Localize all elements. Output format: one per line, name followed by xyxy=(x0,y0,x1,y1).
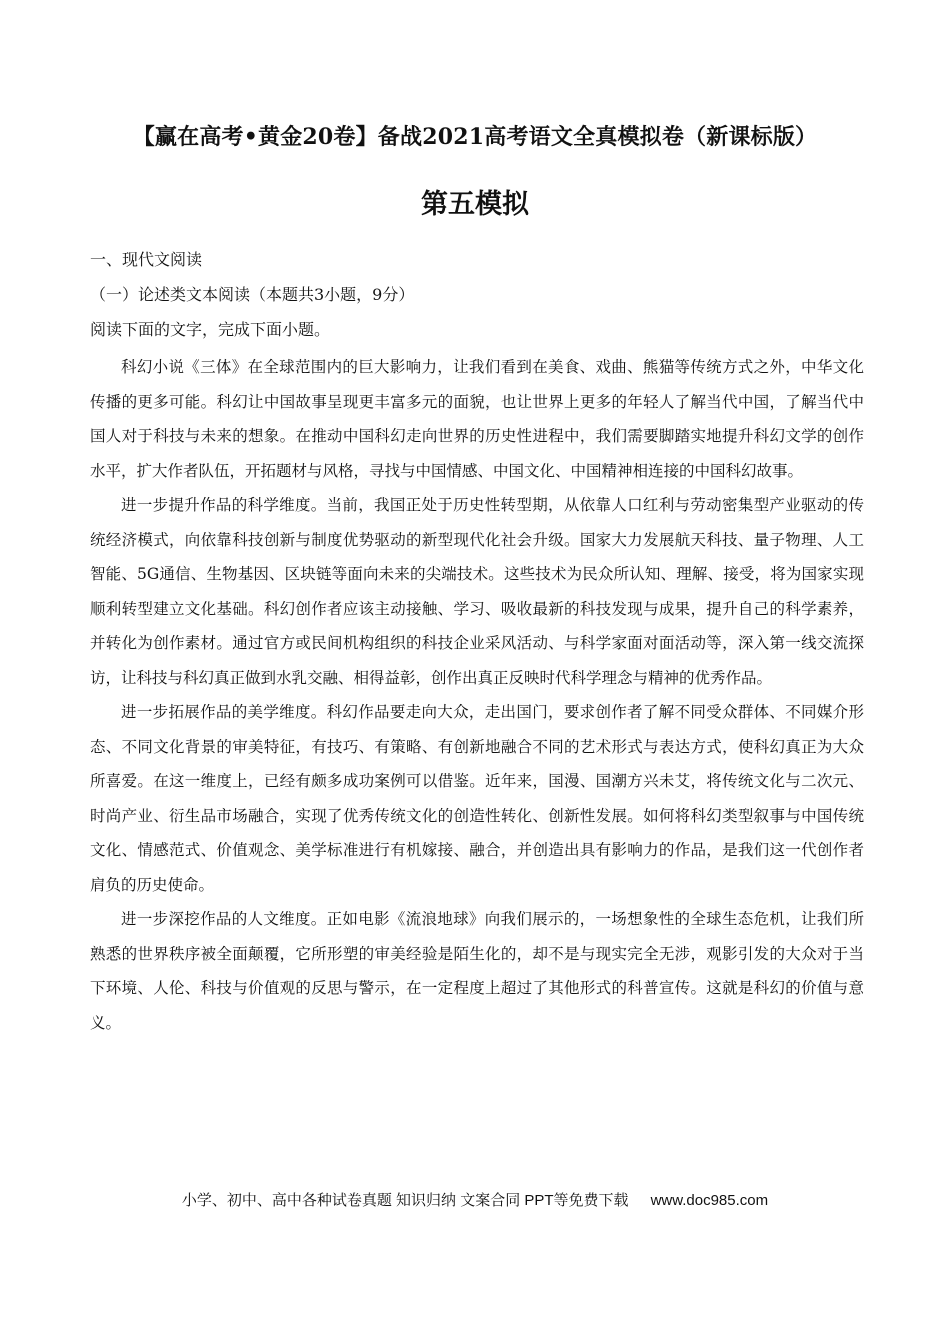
subsection-heading: （一）论述类文本阅读（本题共3小题，9分） xyxy=(90,285,415,304)
article-paragraph-4: 进一步深挖作品的人文维度。正如电影《流浪地球》向我们展示的，一场想象性的全球生态危机，让我们所熟悉的世界秩序被全面颠覆，它所形塑的审美经验是陌生化的，却不是与现实完全无涉，观影引发的大众对于当下环境、人伦、科技与价值观的反思与警示，在一定程度上超过了其他形式的科普宣传。这就是科幻的价值与意义。 xyxy=(90,910,864,1032)
article-paragraph-2: 进一步提升作品的科学维度。当前，我国正处于历史性转型期，从依靠人口红利与劳动密集型产业驱动的传统经济模式，向依靠科技创新与制度优势驱动的新型现代化社会升级。国家大力发展航天科技、量子物理、人工智能、5G通信、生物基因、区块链等面向未来的尖端技术。这些技术为民众所认知、理解、接受，将为国家实现顺利转型建立文化基础。科幻创作者应该主动接触、学习、吸收最新的科技发现与成果，提升自己的科学素养，并转化为创作素材。通过官方或民间机构组织的科技企业采风活动、与科学家面对面活动等，深入第一线交流探访，让科技与科幻真正做到水乳交融、相得益彰，创作出真正反映时代科学理念与精神的优秀作品。 xyxy=(90,496,864,687)
section-heading: 一、现代文阅读 xyxy=(90,250,203,269)
document-title: 【赢在高考•黄金20卷】备战2021高考语文全真模拟卷（新课标版） xyxy=(132,124,818,150)
article-body xyxy=(90,350,864,1040)
footer-website: www.doc985.com xyxy=(650,1192,769,1209)
footer-text: 小学、初中、高中各种试卷真题 知识归纳 文案合同 PPT等免费下载 xyxy=(181,1192,629,1209)
article-paragraph-3: 进一步拓展作品的美学维度。科幻作品要走向大众，走出国门，要求创作者了解不同受众群体、不同媒介形态、不同文化背景的审美特征，有技巧、有策略、有创新地融合不同的艺术形式与表达方式，使科幻真正为大众所喜爱。在这一维度上，已经有颇多成功案例可以借鉴。近年来，国漫、国潮方兴未艾，将传统文化与二次元、时尚产业、衍生品市场融合，实现了优秀传统文化的创造性转化、创新性发展。如何将科幻类型叙事与中国传统文化、情感范式、价值观念、美学标准进行有机嫁接、融合，并创造出具有影响力的作品，是我们这一代创作者肩负的历史使命。 xyxy=(90,703,864,894)
page-footer xyxy=(0,1190,950,1212)
reading-instruction: 阅读下面的文字，完成下面小题。 xyxy=(90,320,331,339)
article-paragraph-1: 科幻小说《三体》在全球范围内的巨大影响力，让我们看到在美食、戏曲、熊猫等传统方式之外，中华文化传播的更多可能。科幻让中国故事呈现更丰富多元的面貌，也让世界上更多的年轻人了解当代中国，了解当代中国人对于科技与未来的想象。在推动中国科幻走向世界的历史性进程中，我们需要脚踏实地提升科幻文学的创作水平，扩大作者队伍，开拓题材与风格，寻找与中国情感、中国文化、中国精神相连接的中国科幻故事。 xyxy=(90,358,864,480)
document-subtitle: 第五模拟 xyxy=(421,189,529,220)
